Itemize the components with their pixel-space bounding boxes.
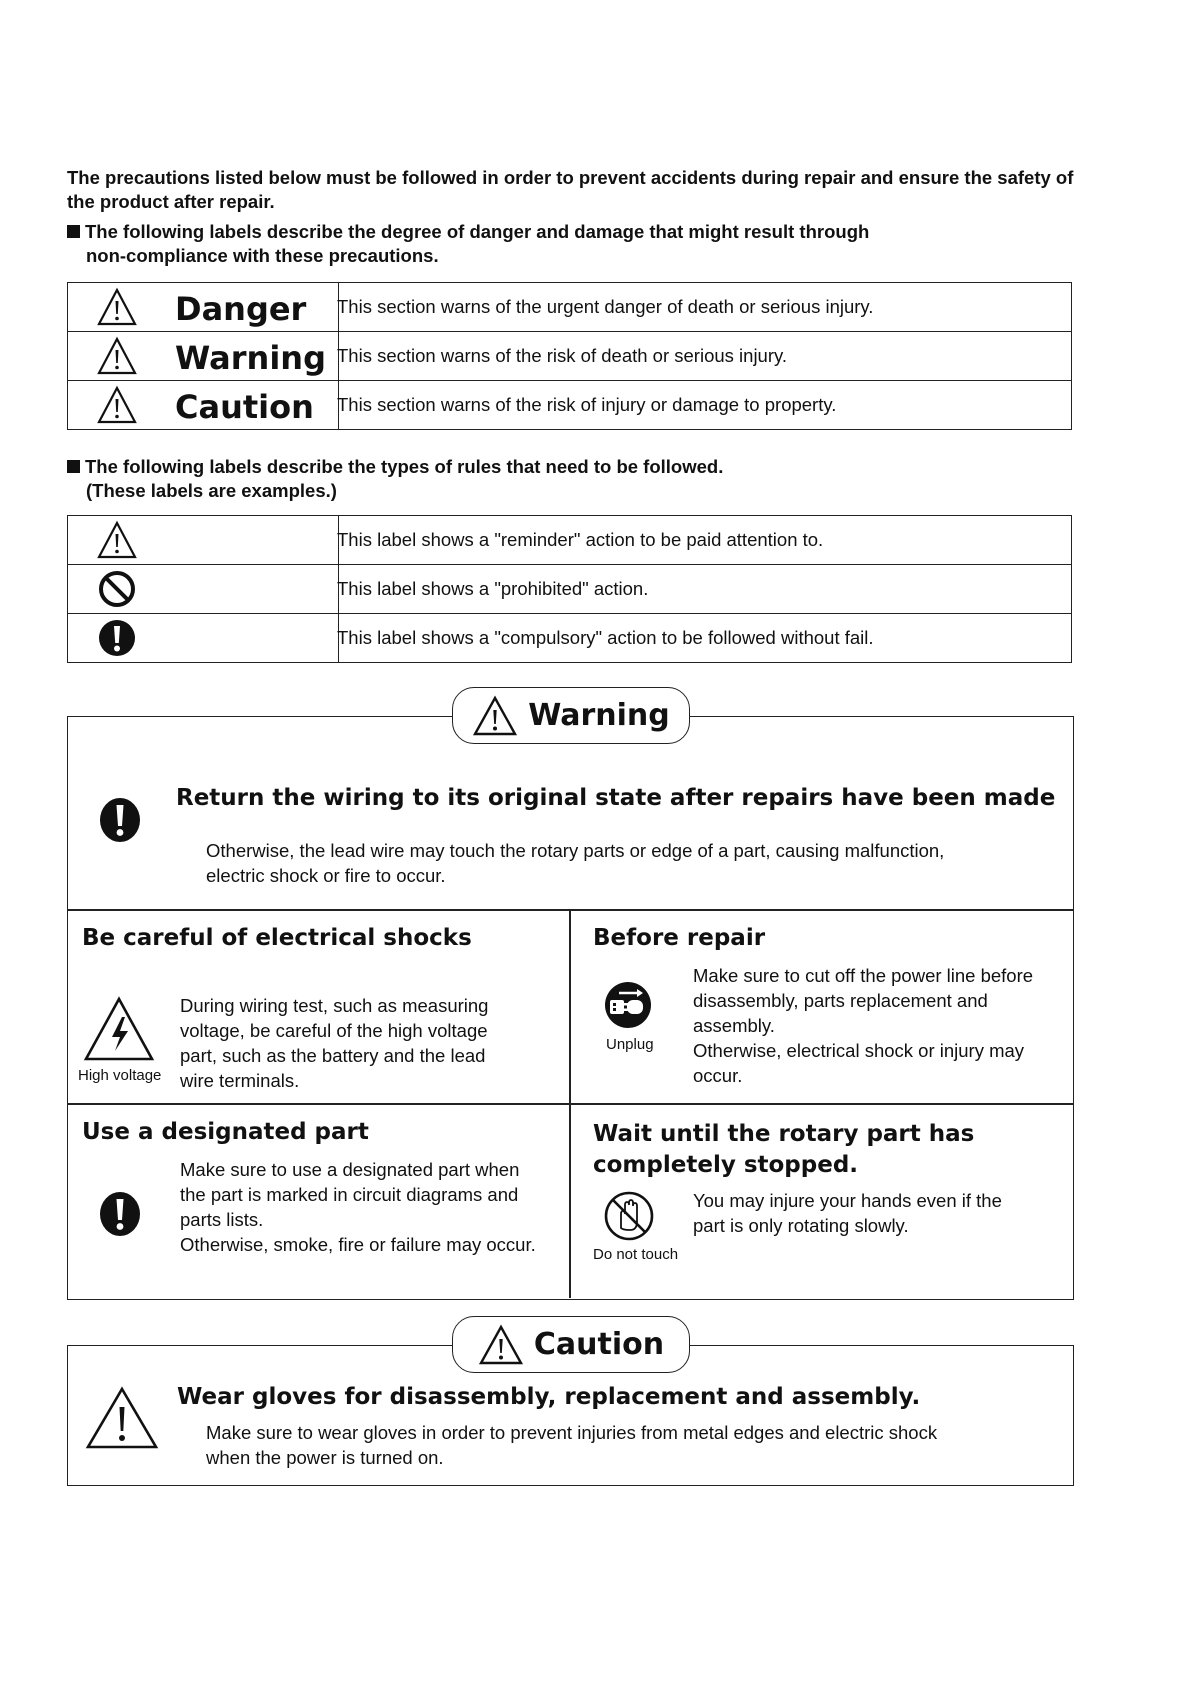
rules-row-prohibited — [68, 565, 1072, 614]
caution-label: Caution — [175, 388, 314, 426]
rules-heading-line1: The following labels describe the types of rules that need to be followed. — [85, 456, 724, 477]
degree-heading — [67, 220, 869, 268]
compulsory-icon — [98, 1190, 142, 1238]
rules-row-reminder — [68, 516, 1072, 565]
bullet-square — [67, 225, 80, 238]
caution-description: This section warns of the risk of injury or damage to property. — [337, 394, 837, 415]
shock-text-line: part, such as the battery and the lead — [180, 1045, 486, 1066]
designated-text-line: Otherwise, smoke, fire or failure may occur. — [180, 1234, 536, 1255]
warning-title: Warning — [528, 698, 670, 733]
unplug-icon — [603, 980, 653, 1030]
warning-triangle-icon — [96, 336, 138, 376]
danger-label: Danger — [175, 290, 307, 328]
reminder-triangle-icon — [96, 520, 138, 560]
warning-description: This section warns of the risk of death or serious injury. — [337, 345, 788, 366]
rotary-heading — [593, 1119, 974, 1181]
wiring-heading: Return the wiring to its original state after repairs have been made — [176, 785, 1056, 811]
designated-text-line: parts lists. — [180, 1209, 264, 1230]
danger-description: This section warns of the urgent danger of death or serious injury. — [337, 296, 874, 317]
shock-text-line: wire terminals. — [180, 1070, 300, 1091]
rotary-text — [693, 1188, 1002, 1238]
rules-table — [67, 515, 1072, 663]
rules-row-compulsory — [68, 614, 1072, 663]
wiring-text-line2: electric shock or fire to occur. — [206, 865, 446, 886]
reminder-description: This label shows a "reminder" action to be paid attention to. — [337, 529, 824, 550]
gloves-text — [206, 1420, 937, 1470]
caution-triangle-icon — [96, 385, 138, 425]
before-repair-text-line: occur. — [693, 1065, 743, 1086]
before-repair-heading: Before repair — [593, 925, 766, 951]
degree-heading-line2: non-compliance with these precautions. — [86, 245, 439, 266]
prohibited-description: This label shows a "prohibited" action. — [337, 578, 649, 599]
rotary-heading-line2: completely stopped. — [593, 1152, 859, 1178]
danger-triangle-icon — [96, 287, 138, 327]
warning-title-triangle-icon — [472, 695, 518, 737]
before-repair-text — [693, 963, 1033, 1088]
degree-heading-line1: The following labels describe the degree of danger and damage that might result through — [85, 221, 870, 242]
do-not-touch-icon — [603, 1190, 655, 1242]
before-repair-text-line: Otherwise, electrical shock or injury may — [693, 1040, 1025, 1061]
shock-heading: Be careful of electrical shocks — [82, 925, 472, 951]
compulsory-icon — [98, 796, 142, 844]
wiring-text — [206, 838, 944, 888]
warning-column-divider — [569, 909, 571, 1298]
before-repair-text-line: assembly. — [693, 1015, 775, 1036]
rotary-text-line: You may injure your hands even if the — [693, 1190, 1002, 1211]
shock-text — [180, 993, 488, 1093]
gloves-text-line2: when the power is turned on. — [206, 1447, 444, 1468]
rules-heading — [67, 455, 723, 503]
designated-heading: Use a designated part — [82, 1119, 369, 1145]
rotary-text-line: part is only rotating slowly. — [693, 1215, 909, 1236]
wiring-text-line1: Otherwise, the lead wire may touch the rotary parts or edge of a part, causing malfunction, — [206, 840, 945, 861]
caution-triangle-icon — [84, 1385, 160, 1451]
before-repair-text-line: Make sure to cut off the power line before — [693, 965, 1034, 986]
warning-label: Warning — [175, 339, 326, 377]
shock-text-line: voltage, be careful of the high voltage — [180, 1020, 488, 1041]
compulsory-icon — [96, 618, 138, 658]
do-not-touch-caption: Do not touch — [593, 1246, 679, 1263]
gloves-heading: Wear gloves for disassembly, replacement and assembly. — [177, 1384, 921, 1410]
shock-text-line: During wiring test, such as measuring — [180, 995, 489, 1016]
degree-table — [67, 282, 1072, 430]
rules-heading-line2: (These labels are examples.) — [86, 480, 337, 501]
warning-title-pill — [452, 687, 690, 744]
degree-row-warning — [68, 332, 1072, 381]
unplug-caption: Unplug — [606, 1036, 654, 1053]
designated-text-line: Make sure to use a designated part when — [180, 1159, 520, 1180]
bullet-square — [67, 460, 80, 473]
degree-row-danger — [68, 283, 1072, 332]
caution-title: Caution — [533, 1327, 665, 1362]
compulsory-description: This label shows a "compulsory" action to be followed without fail. — [337, 627, 874, 648]
rotary-heading-line1: Wait until the rotary part has — [593, 1121, 975, 1147]
caution-title-pill — [452, 1316, 690, 1373]
designated-text — [180, 1157, 536, 1257]
before-repair-text-line: disassembly, parts replacement and — [693, 990, 988, 1011]
prohibited-icon — [96, 569, 138, 609]
high-voltage-caption: High voltage — [78, 1067, 162, 1084]
gloves-text-line1: Make sure to wear gloves in order to prevent injuries from metal edges and electric shock — [206, 1422, 938, 1443]
caution-title-triangle-icon — [478, 1324, 524, 1366]
degree-row-caution — [68, 381, 1072, 430]
intro-text: The precautions listed below must be followed in order to prevent accidents during repair and ensure the safety of the product after repair. — [67, 167, 1074, 212]
high-voltage-icon — [82, 995, 156, 1063]
designated-text-line: the part is marked in circuit diagrams and — [180, 1184, 519, 1205]
